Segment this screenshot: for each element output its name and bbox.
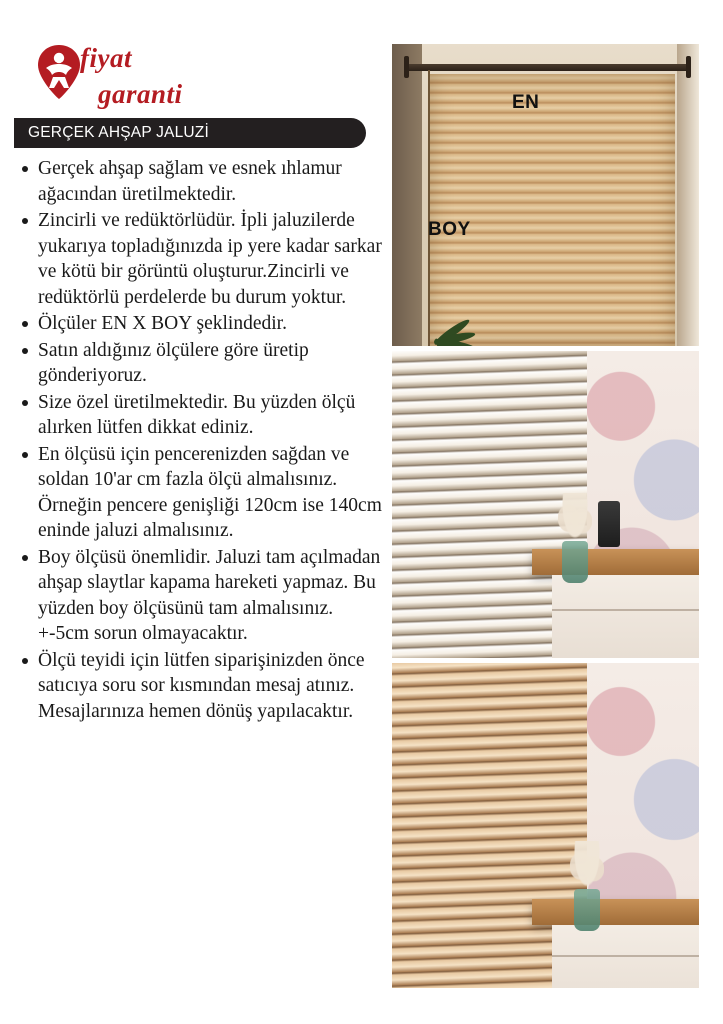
list-item: Zincirli ve redüktörlüdür. İpli jaluzilerde yukarıya topladığınızda ip yere kadar sarkar ve kötü bir görüntü oluşturur.Zincirli ve redüktörlü perdelerde bu durum yoktur. (36, 208, 382, 310)
feature-list (14, 156, 382, 724)
height-label: BOY (428, 219, 471, 240)
list-item: Size özel üretilmektedir. Bu yüzden ölçü alırken lütfen dikkat ediniz. (36, 390, 382, 441)
list-item: Satın aldığınız ölçülere göre üretip gönderiyoruz. (36, 338, 382, 389)
brand-logo (14, 22, 382, 114)
brand-name-line-1: fiyat (80, 43, 132, 73)
cabinet-seam (552, 955, 699, 957)
brand-name-line-2: garanti (98, 79, 183, 109)
wood-blind-measurement-diagram (392, 44, 699, 346)
page-title: GERÇEK AHŞAP JALUZİ (28, 124, 209, 141)
cabinet (552, 575, 699, 658)
cabinet-seam (552, 609, 699, 611)
table-lamp (598, 501, 620, 547)
section-title-ribbon (14, 118, 382, 148)
window-sill (532, 899, 699, 925)
room-blind-daylight-photo (392, 351, 699, 658)
blind-headrail (404, 64, 691, 71)
right-wall (677, 44, 699, 346)
width-label: EN (512, 92, 540, 113)
person-pin-icon (36, 44, 82, 100)
cabinet (552, 925, 699, 988)
glass-vase (562, 541, 588, 583)
plant-leaves (404, 260, 490, 346)
list-item: Gerçek ahşap sağlam ve esnek ıhlamur ağacından üretilmektedir. (36, 156, 382, 207)
photo-column (392, 0, 723, 1024)
headrail-right-bracket (686, 56, 691, 78)
list-item: Ölçü teyidi için lütfen siparişinizden önce satıcıya soru sor kısmından mesaj atınız. Mesajlarınıza hemen dönüş yapılacaktır. (36, 648, 382, 725)
room-blind-warm-photo (392, 663, 699, 988)
headrail-left-bracket (404, 56, 409, 78)
list-item: Ölçüler EN X BOY şeklindedir. (36, 311, 382, 337)
list-item: Boy ölçüsü önemlidir. Jaluzi tam açılmadan ahşap slaytlar kapama hareketi yapmaz. Bu yüzden boy ölçüsünü tam almalısınız. +-5cm sorun olmayacaktır. (36, 545, 382, 647)
window-sill (532, 549, 699, 575)
glass-vase (574, 889, 600, 931)
list-item: En ölçüsü için pencerenizden sağdan ve soldan 10'ar cm fazla ölçü almalısınız. Örneğin pencere genişliği 120cm ise 140cm eninde jaluzi almalısınız. (36, 442, 382, 544)
